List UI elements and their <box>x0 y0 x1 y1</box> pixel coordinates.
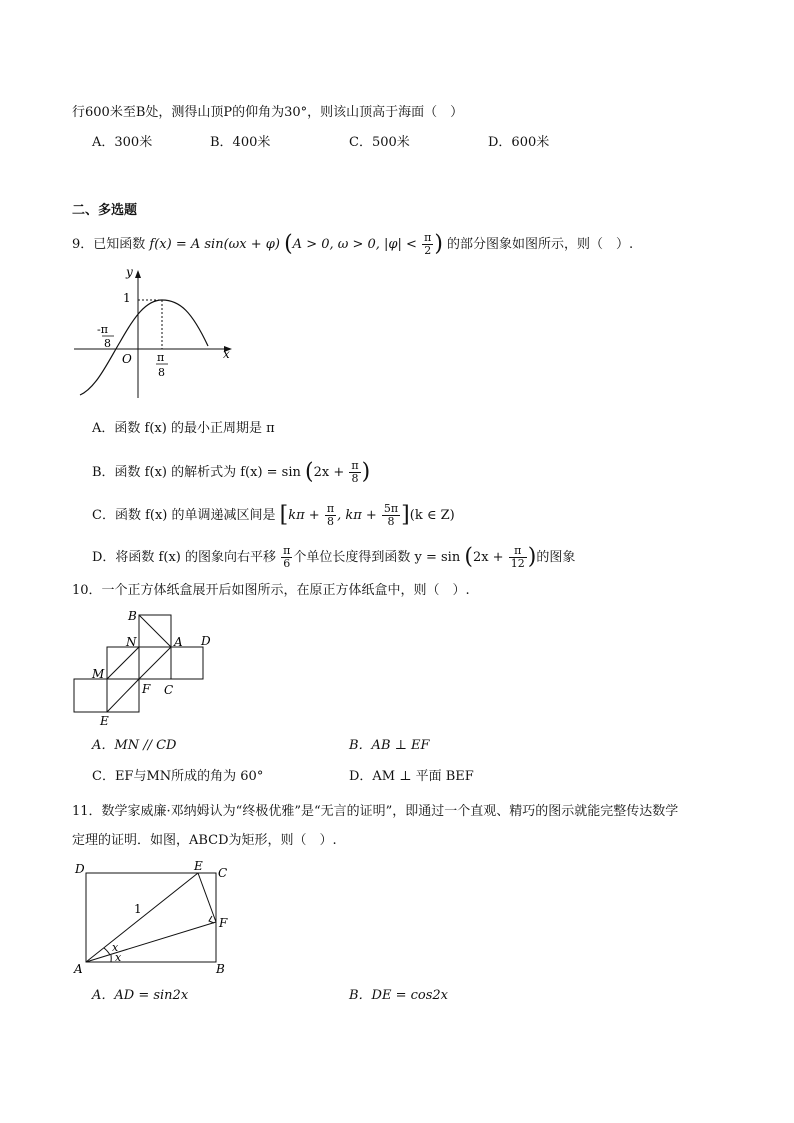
q8-option-a: A．300米 <box>92 135 153 150</box>
pi-label: π <box>157 351 165 364</box>
label-one: 1 <box>134 902 142 916</box>
q11-stem-line1: 11．数学家威廉·邓纳姆认为“终极优雅”是“无言的证明”，即通过一个直观、精巧的图示就能完整传达数学 <box>72 804 679 819</box>
section-title: 二、多选题 <box>72 203 138 218</box>
eight-label: 8 <box>158 366 165 379</box>
segment-AF <box>86 922 216 962</box>
label-A: A <box>174 635 183 649</box>
q9-stem-prefix: 9．已知函数 <box>72 237 146 252</box>
right-angle-mark <box>209 916 214 923</box>
q9-pi-over-2: $\frac{\pi}{2}$ <box>424 231 432 257</box>
neg-eight-label: 8 <box>104 337 111 350</box>
peak-label: 1 <box>123 291 131 305</box>
q11-rectangle-figure <box>70 855 240 980</box>
q10-cube-net <box>70 605 230 730</box>
label-E: E <box>194 859 203 873</box>
label-B: B <box>216 962 225 976</box>
q8-option-d: D．600米 <box>488 135 550 150</box>
origin-label: O <box>122 352 132 366</box>
q9-option-a: A．函数 f(x) 的最小正周期是 π <box>92 421 275 436</box>
q9-option-c: C．函数 f(x) 的单调递减区间是 [kπ + $\frac{\pi}{8}$ , kπ + $\frac{5\pi}{8}$ ](k ∈ Z) <box>92 502 455 528</box>
label-x-upper: x <box>112 941 119 954</box>
q11-option-b: B．DE = cos2x <box>349 988 449 1003</box>
q8-stem: 行600米至B处，测得山顶P的仰角为30°，则该山顶高于海面（ ） <box>72 105 464 120</box>
q10-option-b: B．AB ⊥ EF <box>349 738 430 753</box>
angle-arc-upper <box>104 948 110 955</box>
label-F: F <box>142 682 151 696</box>
x-label: x <box>223 347 230 361</box>
q9-option-d: D．将函数 f(x) 的图象向右平移 $\frac{\pi}{6}$ 个单位长度得到函数 y = sin (2x + $\frac{\pi}{12}$ )的图象 <box>92 544 576 570</box>
q9-condition: A > 0, ω > 0, |φ| < <box>292 237 417 252</box>
q8-option-c: C．500米 <box>349 135 410 150</box>
label-x-lower: x <box>115 951 122 964</box>
label-D: D <box>75 862 85 876</box>
label-M: M <box>92 667 105 681</box>
neg-pi-label: -π <box>97 323 108 336</box>
label-N: N <box>126 635 137 649</box>
label-D: D <box>201 634 211 648</box>
q11-option-a: A．AD = sin2x <box>92 988 189 1003</box>
y-label: y <box>126 265 133 279</box>
q10-option-d: D．AM ⊥ 平面 BEF <box>349 769 474 784</box>
diag-AC <box>139 647 171 679</box>
q8-option-b: B．400米 <box>210 135 271 150</box>
q10-option-a: A．MN // CD <box>92 738 177 753</box>
sine-curve <box>80 300 208 395</box>
label-F: F <box>219 916 228 930</box>
q9-stem-suffix: 的部分图象如图所示，则（ ）. <box>447 237 634 252</box>
segment-AE <box>86 873 198 962</box>
q11-stem-line2: 定理的证明．如图，ABCD为矩形，则（ ）. <box>72 833 337 848</box>
q9-sine-graph <box>70 262 240 402</box>
y-axis-arrow-icon <box>135 270 141 278</box>
label-B: B <box>128 609 137 623</box>
label-A: A <box>74 962 83 976</box>
label-C: C <box>164 683 174 697</box>
diag-FE <box>107 679 139 712</box>
label-C: C <box>218 866 228 880</box>
label-E: E <box>100 714 109 728</box>
diag-NM <box>107 647 139 679</box>
diag-BA <box>139 615 171 647</box>
q9-option-b: B．函数 f(x) 的解析式为 f(x) = sin (2x + $\frac{\pi}{8}$ ) <box>92 459 371 485</box>
q9-stem: 9．已知函数 f(x) = A sin(ωx + φ) (A > 0, ω > 0, |φ| < $\frac{\pi}{2}$ ) 的部分图象如图所示，则（ ）. <box>72 231 634 257</box>
q9-func-expr: f(x) = A sin(ωx + φ) <box>149 237 280 252</box>
q10-option-c: C．EF与MN所成的角为 60° <box>92 769 264 784</box>
q10-stem: 10．一个正方体纸盒展开后如图所示，在原正方体纸盒中，则（ ）. <box>72 583 470 598</box>
segment-EF <box>198 873 216 922</box>
